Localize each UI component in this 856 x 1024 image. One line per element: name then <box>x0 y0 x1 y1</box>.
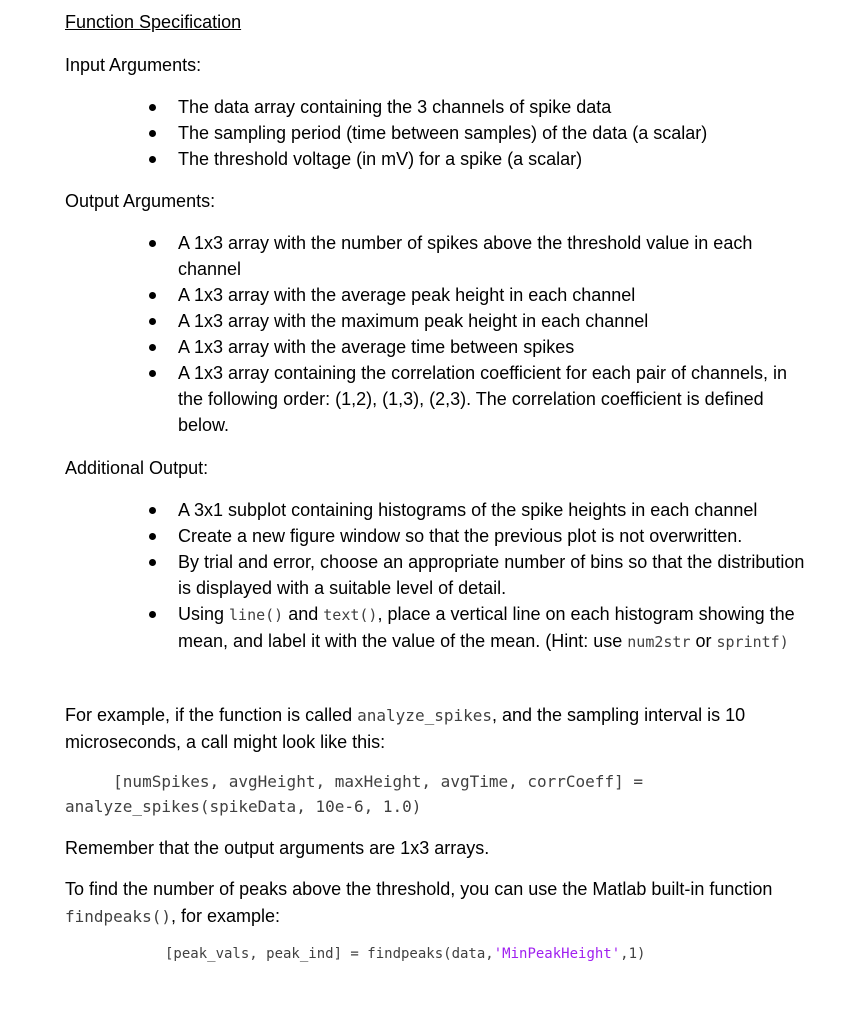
list-item-text: A 1x3 array with the number of spikes above the threshold value in each channel <box>178 233 753 279</box>
list-item-text: A 1x3 array with the maximum peak height in each channel <box>178 311 649 331</box>
example-code-block <box>65 769 825 819</box>
bullet-icon <box>149 344 156 351</box>
input-arguments-list <box>65 94 805 172</box>
bullet-icon <box>149 533 156 540</box>
list-item-text: A 3x1 subplot containing histograms of the spike heights in each channel <box>178 500 758 520</box>
bullet-icon <box>149 318 156 325</box>
list-item <box>65 94 805 120</box>
bullet-icon <box>149 507 156 514</box>
list-item-text: A 1x3 array with the average peak height in each channel <box>178 285 636 305</box>
list-item-text: The threshold voltage (in mV) for a spike (a scalar) <box>178 149 583 169</box>
code-line: [numSpikes, avgHeight, maxHeight, avgTime, corrCoeff] = <box>65 772 643 791</box>
output-arguments-label: Output Arguments: <box>65 191 216 211</box>
list-item-text: Create a new figure window so that the previous plot is not overwritten. <box>178 526 743 546</box>
remember-paragraph: Remember that the output arguments are 1x3 arrays. <box>65 838 490 858</box>
list-item <box>65 230 805 282</box>
inline-code: line() <box>229 606 284 624</box>
list-item-text: A 1x3 array with the average time between spikes <box>178 337 575 357</box>
example-paragraph: For example, if the function is called analyze_spikes, and the sampling interval is 10 microseconds, a call might look like this: <box>65 705 746 752</box>
output-arguments-list <box>65 230 805 438</box>
findpeaks-code-line: [peak_vals, peak_ind] = findpeaks(data,'MinPeakHeight',1) <box>165 946 646 962</box>
bullet-icon <box>149 130 156 137</box>
bullet-icon <box>149 240 156 247</box>
inline-code: findpeaks() <box>65 907 171 926</box>
code-line: analyze_spikes(spikeData, 10e-6, 1.0) <box>65 797 422 816</box>
list-item <box>65 308 805 334</box>
list-item <box>65 523 805 549</box>
list-item <box>65 120 805 146</box>
page-title: Function Specification <box>65 12 242 32</box>
list-item <box>65 549 805 601</box>
bullet-icon <box>149 156 156 163</box>
list-item: Using line() and text(), place a vertical line on each histogram showing the mean, and label it with the value of the mean. (Hint: use num2str or sprintf) <box>65 601 805 655</box>
string-literal: 'MinPeakHeight' <box>493 946 621 962</box>
list-item-text: The sampling period (time between samples) of the data (a scalar) <box>178 123 708 143</box>
bullet-icon <box>149 559 156 566</box>
list-item <box>65 146 805 172</box>
inline-code: text() <box>323 606 378 624</box>
bullet-icon <box>149 292 156 299</box>
list-item <box>65 360 805 438</box>
bullet-icon <box>149 370 156 377</box>
list-item <box>65 497 805 523</box>
additional-output-list <box>65 497 805 655</box>
inline-code: analyze_spikes <box>357 706 492 725</box>
bullet-icon <box>149 611 156 618</box>
inline-code: sprintf) <box>716 633 789 651</box>
inline-code: num2str <box>627 633 691 651</box>
list-item <box>65 334 805 360</box>
bullet-icon <box>149 104 156 111</box>
additional-output-label: Additional Output: <box>65 458 209 478</box>
list-item-text: By trial and error, choose an appropriate number of bins so that the distribution is displayed with a suitable level of detail. <box>178 552 805 598</box>
list-item <box>65 282 805 308</box>
findpeaks-paragraph: To find the number of peaks above the threshold, you can use the Matlab built-in function findpeaks(), for example: <box>65 879 773 926</box>
list-item-text: The data array containing the 3 channels of spike data <box>178 97 612 117</box>
input-arguments-label: Input Arguments: <box>65 55 202 75</box>
list-item-text: A 1x3 array containing the correlation coefficient for each pair of channels, in the following order: (1,2), (1,3), (2,3). The correlation coefficient is defined below. <box>178 363 788 435</box>
